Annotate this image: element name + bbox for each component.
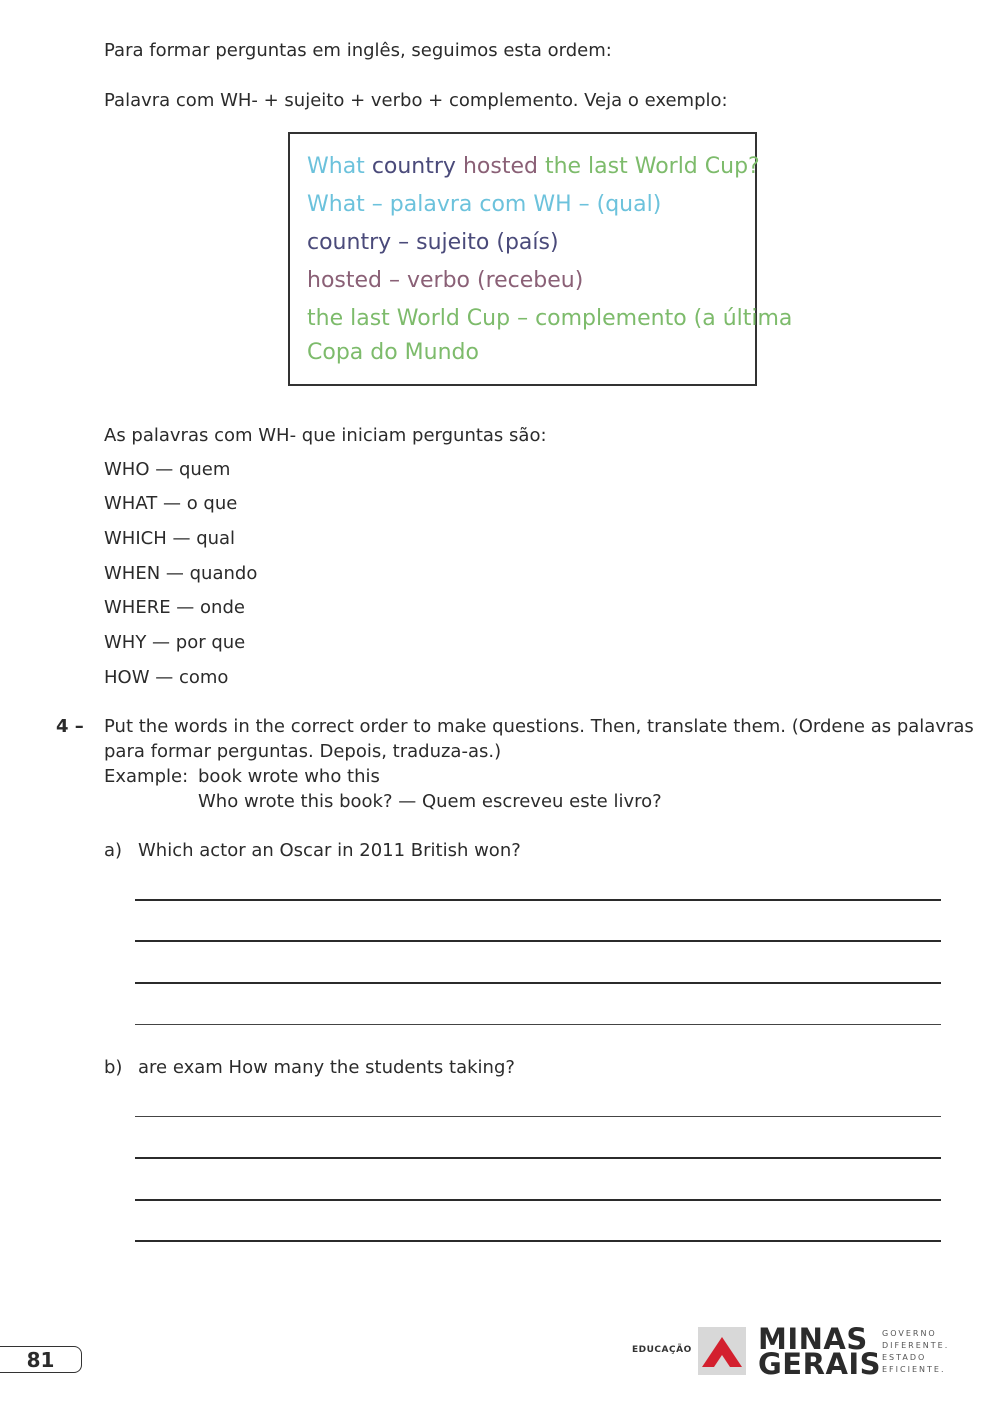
answer-line-b2[interactable] [135,1157,941,1159]
question-a-label: a) [104,840,123,861]
intro-line-1: Para formar perguntas em inglês, seguimos esta ordem: [104,40,612,61]
verb-explanation: hosted – verbo (recebeu) [307,268,584,293]
subject-explanation: country – sujeito (país) [307,230,559,255]
example-prompt: book wrote who this [198,766,380,787]
exercise-instruction-2: para formar perguntas. Depois, traduza-as.) [104,741,502,762]
question-a-text: Which actor an Oscar in 2011 British won? [138,840,521,861]
example-question [307,153,760,181]
example-answer: Who wrote this book? — Quem escreveu este livro? [198,791,662,812]
wh-word-item: HOW — como [104,667,229,688]
question-b-text: are exam How many the students taking? [138,1057,515,1078]
question-subject: country [371,154,456,179]
answer-line-a1[interactable] [135,899,941,901]
question-verb: hosted [462,154,538,179]
complement-explanation-1: the last World Cup – complemento (a última [307,306,793,331]
wh-words-heading: As palavras com WH- que iniciam perguntas são: [104,425,547,446]
complement-explanation-2: Copa do Mundo [307,340,479,365]
wh-word-item: WHERE — onde [104,597,245,618]
example-box [288,132,793,386]
wh-word-item: WHEN — quando [104,563,258,584]
answer-line-a2[interactable] [135,940,941,942]
slogan-line-4: EFICIENTE. [882,1365,946,1374]
exercise-instruction-1: Put the words in the correct order to make questions. Then, translate them. (Ordene as palavras [104,716,974,737]
wh-word-item: WHAT — o que [104,493,238,514]
slogan-line-2: DIFERENTE. [882,1341,950,1350]
wh-word-item: WHICH — qual [104,528,236,549]
question-b-label: b) [104,1057,123,1078]
exercise-number: 4 – [56,716,84,737]
answer-line-b1[interactable] [135,1116,941,1117]
answer-line-b3[interactable] [135,1199,941,1201]
education-label: EDUCAÇÃO [632,1345,692,1355]
brand-line-2: GERAIS [758,1347,882,1381]
slogan-line-1: GOVERNO [882,1329,937,1338]
answer-line-a3[interactable] [135,982,941,984]
question-complement: the last World Cup? [544,154,760,179]
question-wh-word: What [307,154,365,179]
page-number: 81 [0,1346,82,1373]
slogan-line-3: ESTADO [882,1353,927,1362]
wh-explanation: What – palavra com WH – (qual) [307,192,662,217]
intro-line-2: Palavra com WH- + sujeito + verbo + complemento. Veja o exemplo: [104,90,728,111]
example-label: Example: [104,766,189,787]
brand-line-1: MINAS [758,1322,868,1356]
wh-word-item: WHO — quem [104,459,231,480]
wh-word-item: WHY — por que [104,632,246,653]
answer-line-a4[interactable] [135,1024,941,1025]
minas-gerais-logo-icon [698,1327,746,1375]
answer-line-b4[interactable] [135,1240,941,1242]
